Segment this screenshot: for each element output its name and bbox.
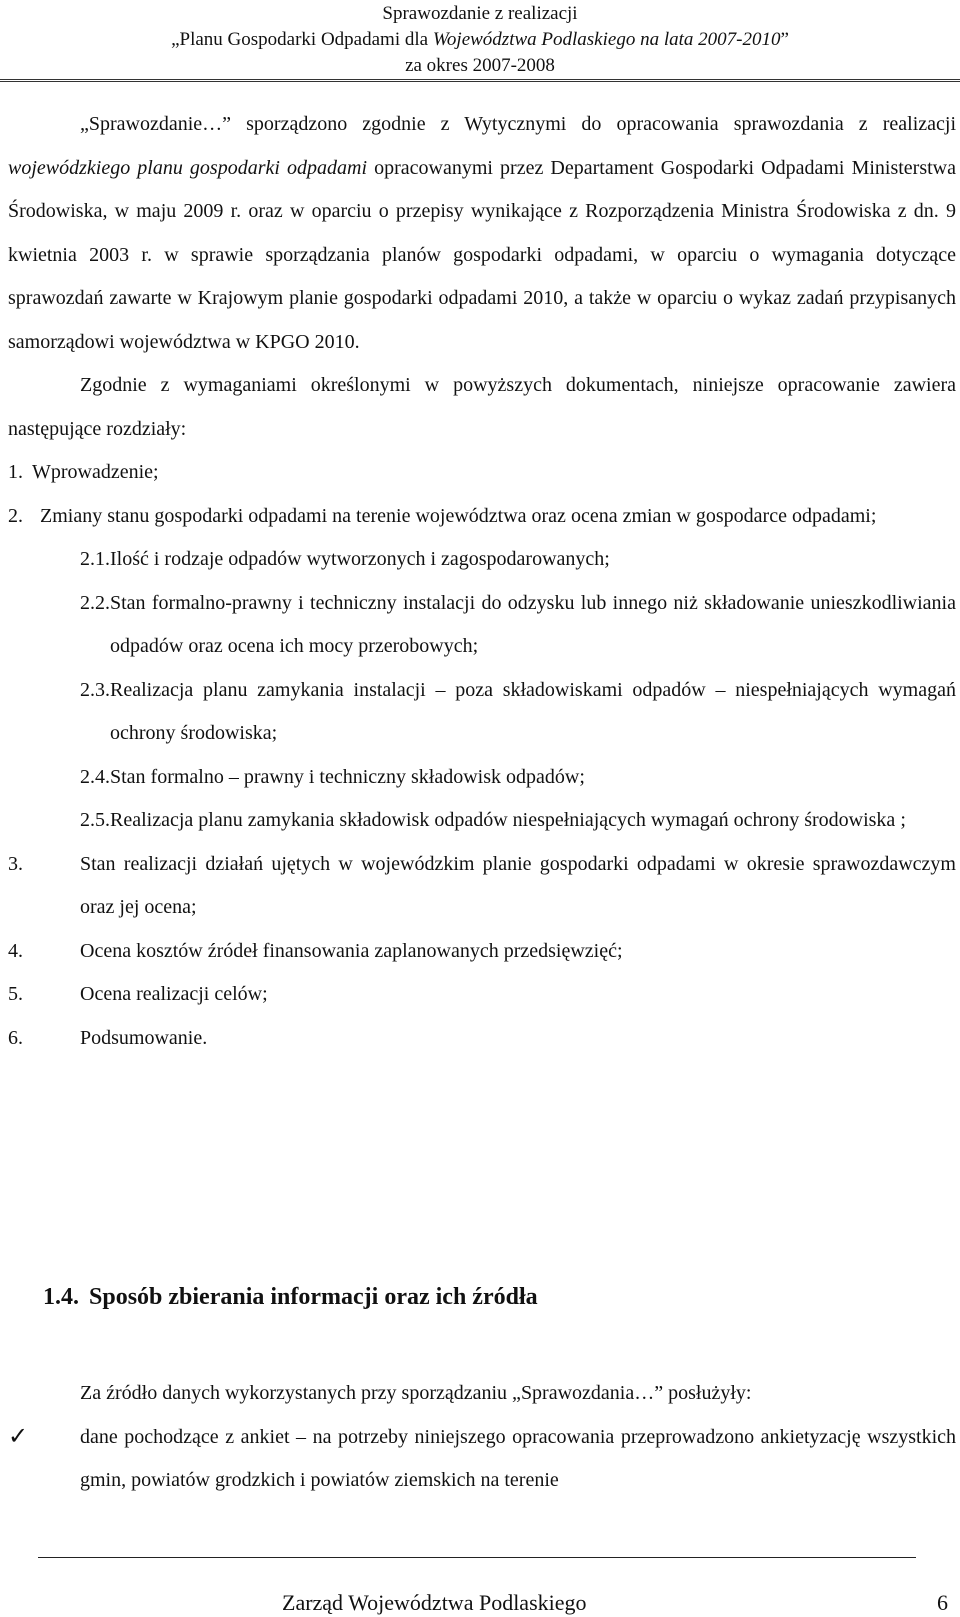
main-content (8, 103, 956, 1060)
running-header (0, 0, 960, 79)
page-number: 6 (937, 1590, 948, 1615)
footer-organization: Zarząd Województwa Podlaskiego (282, 1590, 587, 1615)
source-list-item: ✓ dane pochodzące z ankiet – na potrzeby niniejszego opracowania przeprowadzono ankietyzację wszystkich gmin, powiatów grodzkich i powiatów ziemskich na terenie (8, 1416, 956, 1503)
list-item: 2.1. Ilość i rodzaje odpadów wytworzonych i zagospodarowanych; (80, 548, 610, 570)
intro-paragraph-2: Zgodnie z wymaganiami określonymi w powyższych dokumentach, niniejsze opracowanie zawiera następujące rozdziały: (8, 374, 956, 440)
list-item: 2. Zmiany stanu gospodarki odpadami na terenie województwa oraz ocena zmian w gospodarce odpadami; (8, 504, 877, 527)
header-line-2: „Planu Gospodarki Odpadami dla Województwa Podlaskiego na lata 2007-2010” (171, 29, 789, 50)
list-item: 4. Ocena kosztów źródeł finansowania zaplanowanych przedsięwzięć; (8, 939, 623, 962)
header-divider (0, 79, 960, 82)
section-title: Sposób zbierania informacji oraz ich źródła (89, 1284, 538, 1310)
list-item: 3. Stan realizacji działań ujętych w wojewódzkim planie gospodarki odpadami w okresie sprawozdawczym oraz jej ocena; (8, 852, 956, 918)
footer-divider (38, 1557, 916, 1558)
list-item: 6. Podsumowanie. (8, 1026, 208, 1049)
list-item: 2.3. Realizacja planu zamykania instalacji – poza składowiskami odpadów – niespełniających wymagań ochrony środowiska; (80, 678, 956, 744)
header-line-3: za okres 2007-2008 (405, 55, 555, 76)
sources-intro: Za źródło danych wykorzystanych przy sporządzaniu „Sprawozdania…” posłużyły: (80, 1382, 752, 1404)
list-item: 1. Wprowadzenie; (8, 461, 159, 483)
chapter-list (8, 451, 956, 1060)
sources-block (8, 1372, 956, 1503)
intro-paragraph-1: „Sprawozdanie…” sporządzono zgodnie z Wytycznymi do opracowania sprawozdania z realizacji wojewódzkiego planu gospodarki odpadami opracowanymi przez Departament Gospodarki Odpadami Ministerstwa Środowiska, w maju 2009 r. oraz w oparciu o przepisy wynikające z Rozporządzenia Ministra Środowiska z dn. 9 kwietnia 2003 r. w sprawie sporządzania planów gospodarki odpadami, w oparciu o wymagania dotyczące sprawozdań zawarte w Krajowym planie gospodarki odpadami 2010, a także w oparciu o wykaz zadań przypisanych samorządowi województwa w KPGO 2010. (8, 113, 956, 353)
list-item: 2.2. Stan formalno-prawny i techniczny instalacji do odzysku lub innego niż składowanie unieszkodliwiania odpadów oraz ocena ich mocy przerobowych; (80, 591, 956, 657)
checkmark-icon: ✓ (8, 1423, 29, 1450)
section-number: 1.4. (43, 1284, 79, 1310)
section-heading (43, 1284, 538, 1311)
list-item: 5. Ocena realizacji celów; (8, 983, 268, 1005)
list-item: 2.5. Realizacja planu zamykania składowisk odpadów niespełniających wymagań ochrony środowiska ; (80, 809, 906, 831)
header-line-1: Sprawozdanie z realizacji (382, 3, 578, 24)
list-item: 2.4. Stan formalno – prawny i techniczny składowisk odpadów; (80, 765, 585, 788)
